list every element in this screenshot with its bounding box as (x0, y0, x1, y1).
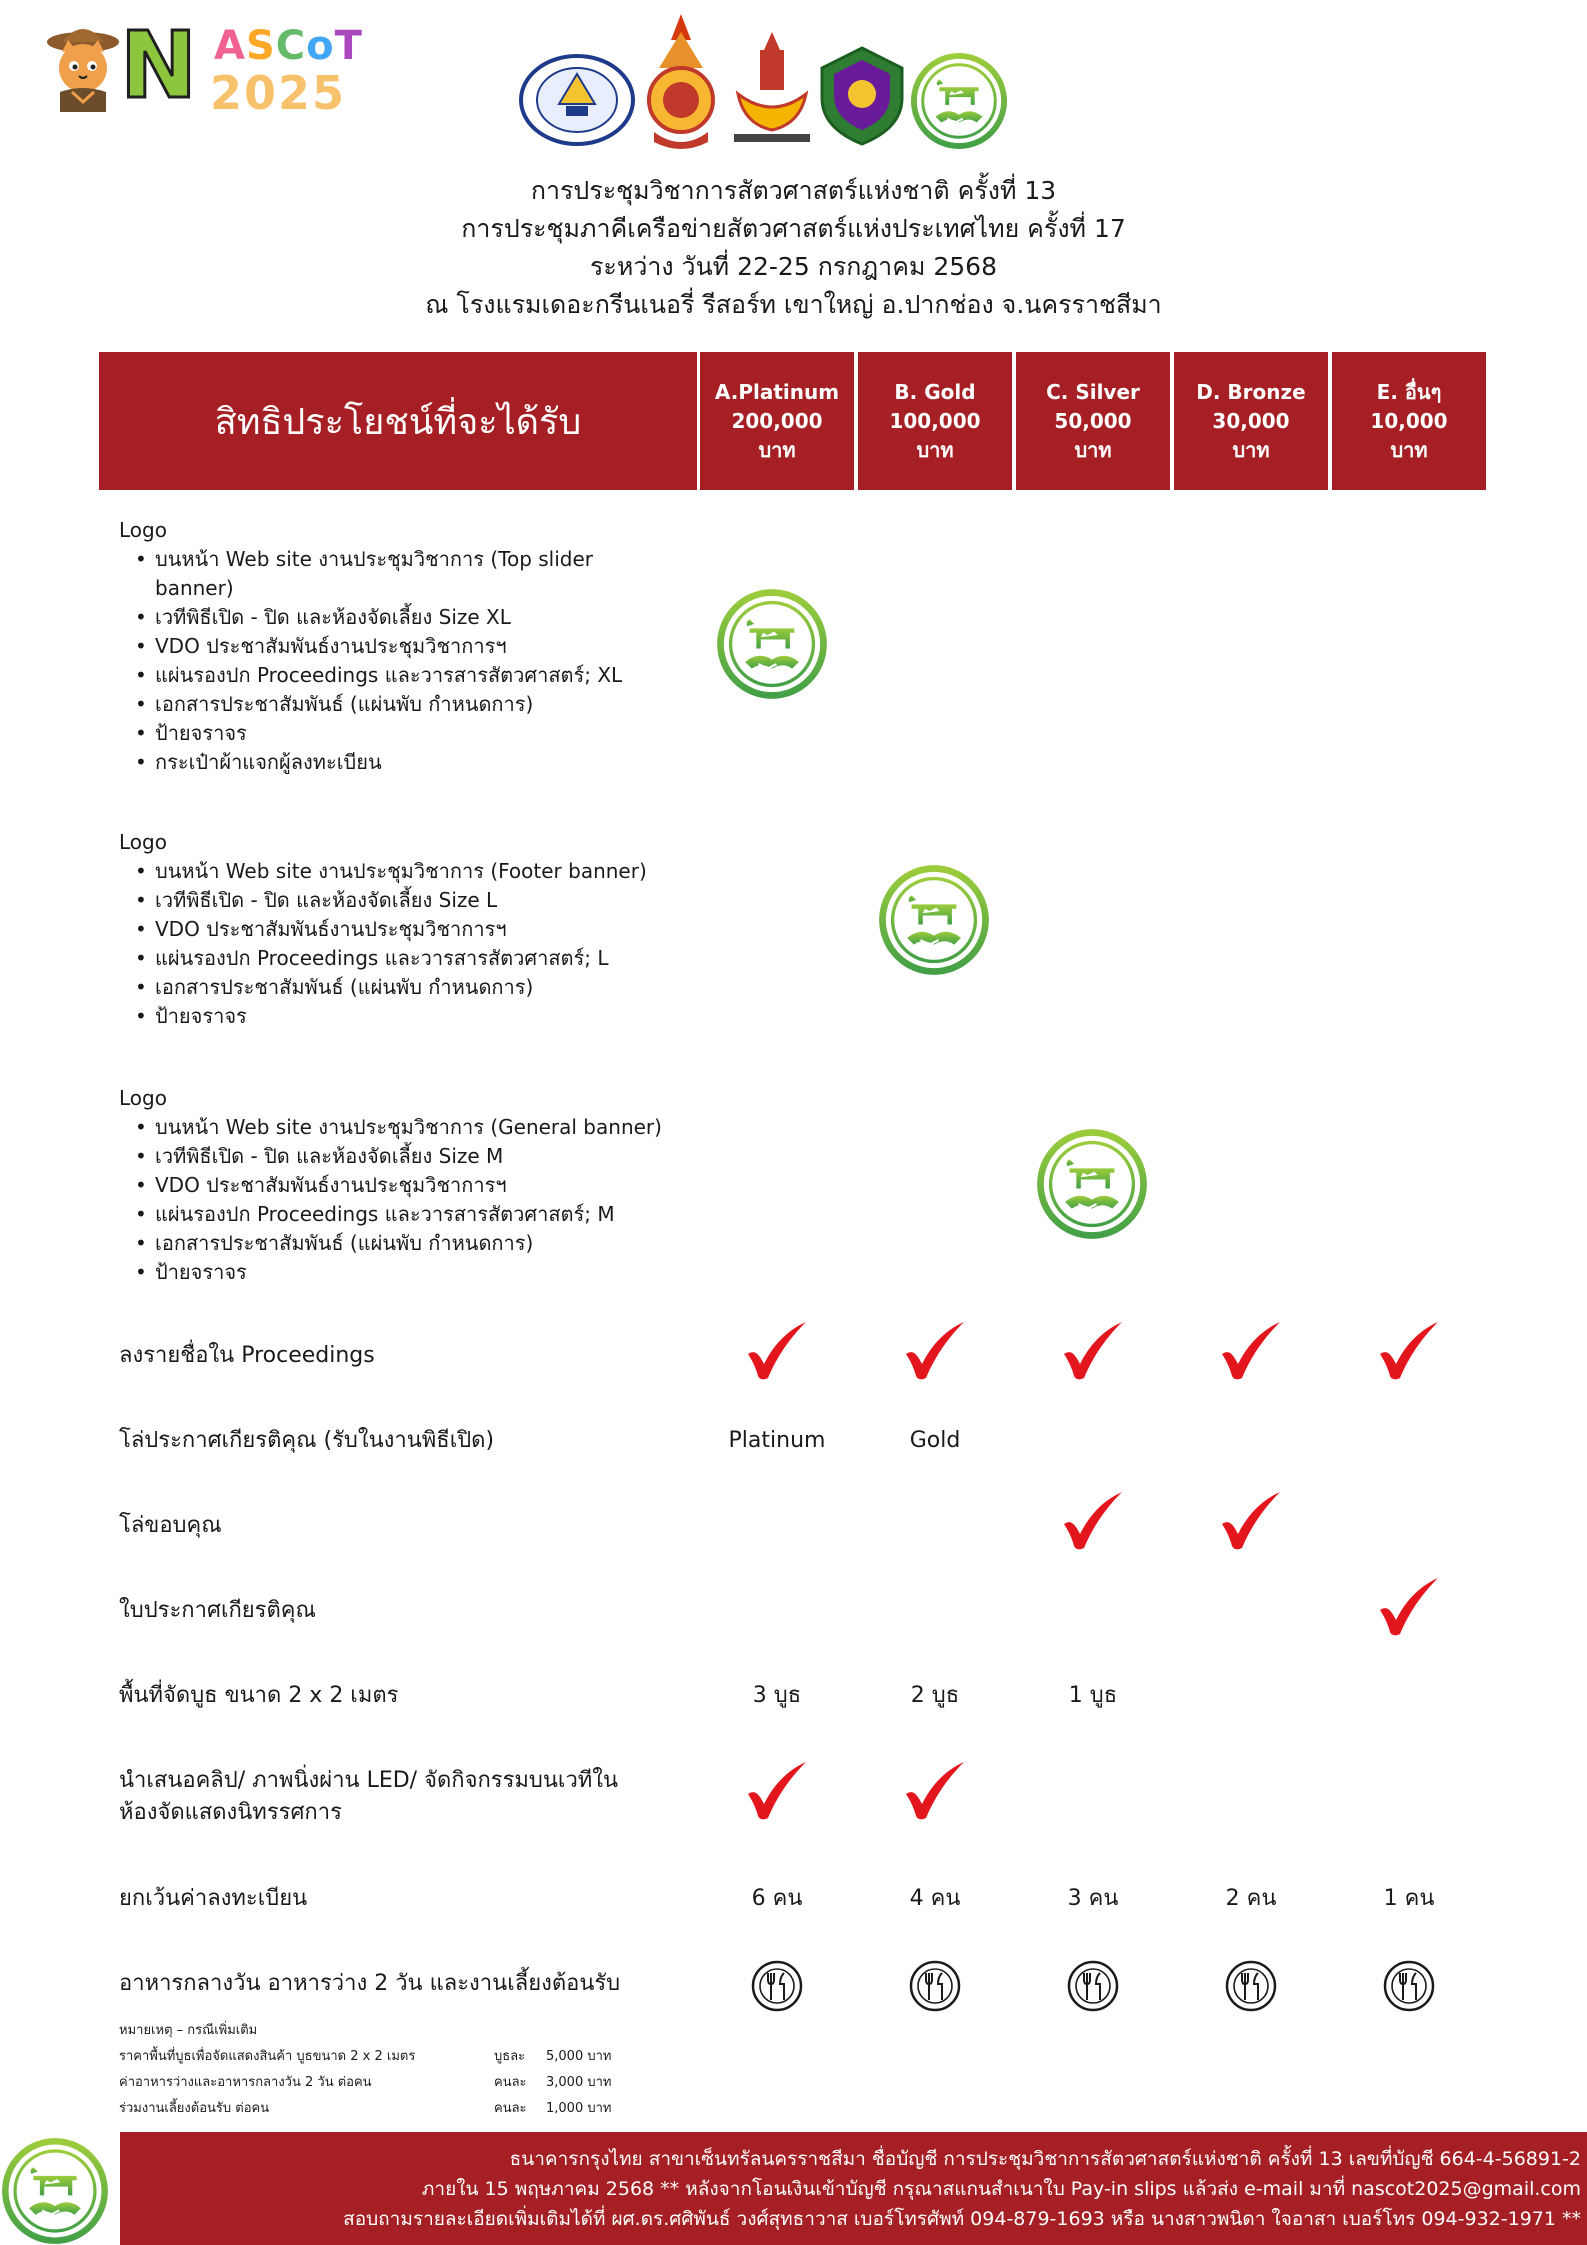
plate-cutlery-icon (1067, 1960, 1119, 2012)
row-label-meals: อาหารกลางวัน อาหารว่าง 2 วัน และงานเลี้ยงต้อนรับ (119, 1971, 621, 1996)
nascot-emblem-icon (1036, 1128, 1148, 1240)
brand-year: 2025 (210, 66, 347, 120)
logo-benefits-gold (119, 828, 647, 1031)
check-icon (902, 1760, 968, 1822)
title-line-4: ณ โรงแรมเดอะกรีนเนอรี่ รีสอร์ท เขาใหญ่ อ.ปากช่อง จ.นครราชสีมา (425, 290, 1162, 319)
nascot-emblem-icon (878, 864, 990, 976)
check-icon (1060, 1490, 1126, 1552)
plate-cutlery-icon (751, 1960, 803, 2012)
check-icon (744, 1320, 810, 1382)
row-label-booth-space: พื้นที่จัดบูธ ขนาด 2 x 2 เมตร (119, 1683, 399, 1708)
check-icon (1376, 1320, 1442, 1382)
list-item: • VDO ประชาสัมพันธ์งานประชุมวิชาการฯ (155, 1171, 662, 1200)
cell-plaque-gold: Gold (909, 1428, 961, 1453)
list-item: • VDO ประชาสัมพันธ์งานประชุมวิชาการฯ (155, 632, 622, 661)
check-icon (1218, 1490, 1284, 1552)
list-item: • เวทีพิธีเปิด - ปิด และห้องจัดเลี้ยง Size M (155, 1142, 662, 1171)
list-item: • เวทีพิธีเปิด - ปิด และห้องจัดเลี้ยง Size L (155, 886, 647, 915)
row-label-led-presentation: นำเสนอคลิป/ ภาพนิ่งผ่าน LED/ จัดกิจกรรมบนเวทีใน ห้องจัดแสดงนิทรรศการ (119, 1768, 619, 1825)
section-title: Logo (119, 1086, 167, 1110)
brand-ascot: ASCoT (214, 23, 363, 69)
row-label-thank-you-plaque: โล่ขอบคุณ (119, 1513, 222, 1538)
tier-header-gold: B. Gold 100,000 บาท (858, 352, 1012, 490)
partner-logos (512, 10, 1012, 150)
university-seal-3-icon (818, 46, 906, 146)
cell-waiver-bronze: 2 คน (1225, 1886, 1277, 1911)
row-label-certificate: ใบประกาศเกียรติคุณ (119, 1598, 316, 1623)
title-line-2: การประชุมภาคีเครือข่ายสัตวศาสตร์แห่งประเทศไทย ครั้งที่ 17 (461, 214, 1126, 243)
rmut-seal-icon (640, 12, 722, 150)
cell-booth-platinum: 3 บูธ (752, 1683, 802, 1708)
tier-header-silver: C. Silver 50,000 บาท (1016, 352, 1170, 490)
section-title: Logo (119, 518, 167, 542)
plate-cutlery-icon (1383, 1960, 1435, 2012)
tier-header-bronze: D. Bronze 30,000 บาท (1174, 352, 1328, 490)
list-item: • เอกสารประชาสัมพันธ์ (แผ่นพับ กำหนดการ) (155, 973, 647, 1002)
footer-bank-line: ธนาคารกรุงไทย สาขาเซ็นทรัลนครราชสีมา ชื่อบัญชี การประชุมวิชาการสัตวศาสตร์แห่งชาติ ครั้งที่ 13 เลขที่บัญชี 664-4-56891-2 (509, 2148, 1581, 2170)
note-line: ร่วมงานเลี้ยงต้อนรับ ต่อคน คนละ 1,000 บาท (119, 2101, 612, 2116)
list-item: • ป้ายจราจร (155, 1258, 662, 1287)
university-seal-1-icon (518, 52, 636, 148)
row-label-proceedings: ลงรายชื่อใน Proceedings (119, 1343, 375, 1368)
footer-contact-line: สอบถามรายละเอียดเพิ่มเติมได้ที่ ผศ.ดร.ศศิพันธ์ วงศ์สุทธาวาส เบอร์โทรศัพท์ 094-879-1693 หรือ นางสาวพนิดา ใจอาสา เบอร์โทร 094-932-1971 ** (343, 2208, 1581, 2230)
list-item: • เอกสารประชาสัมพันธ์ (แผ่นพับ กำหนดการ) (155, 1229, 662, 1258)
check-icon (744, 1760, 810, 1822)
cell-waiver-gold: 4 คน (909, 1886, 961, 1911)
list-item: • VDO ประชาสัมพันธ์งานประชุมวิชาการฯ (155, 915, 647, 944)
nascot-emblem-icon (0, 2137, 110, 2245)
nascot-brand-logo (42, 12, 382, 120)
additional-fees-note (119, 2018, 611, 2122)
note-heading: หมายเหตุ – กรณีเพิ่มเติม (119, 2023, 258, 2038)
mascot-cat-icon (42, 22, 124, 114)
list-item: • บนหน้า Web site งานประชุมวิชาการ (General banner) (155, 1113, 662, 1142)
row-label-registration-waiver: ยกเว้นค่าลงทะเบียน (119, 1886, 308, 1911)
check-icon (1060, 1320, 1126, 1382)
plate-cutlery-icon (1225, 1960, 1277, 2012)
list-item: • เวทีพิธีเปิด - ปิด และห้องจัดเลี้ยง Size XL (155, 603, 622, 632)
tier-header-platinum: A.Platinum 200,000 บาท (700, 352, 854, 490)
cell-plaque-platinum: Platinum (728, 1428, 826, 1453)
section-title: Logo (119, 830, 167, 854)
cell-booth-gold: 2 บูธ (910, 1683, 960, 1708)
list-item: • แผ่นรองปก Proceedings และวารสารสัตวศาสตร์; XL (155, 661, 622, 690)
event-titles (0, 172, 1587, 324)
brand-letter-n: N (120, 12, 197, 119)
list-item: • เอกสารประชาสัมพันธ์ (แผ่นพับ กำหนดการ) (155, 690, 622, 719)
list-item: • แผ่นรองปก Proceedings และวารสารสัตวศาสตร์; M (155, 1200, 662, 1229)
list-item: • กระเป๋าผ้าแจกผู้ลงทะเบียน (155, 748, 622, 777)
list-item: • บนหน้า Web site งานประชุมวิชาการ (Top slider banner) (155, 545, 622, 603)
note-line: ราคาพื้นที่บูธเพื่อจัดแสดงสินค้า บูธขนาด 2 x 2 เมตร บูธละ 5,000 บาท (119, 2049, 612, 2064)
tier-header-other: E. อื่นๆ 10,000 บาท (1332, 352, 1486, 490)
cell-booth-silver: 1 บูธ (1068, 1683, 1118, 1708)
title-line-1: การประชุมวิชาการสัตวศาสตร์แห่งชาติ ครั้งที่ 13 (530, 176, 1057, 205)
check-icon (1218, 1320, 1284, 1382)
row-label-honor-plaque: โล่ประกาศเกียรติคุณ (รับในงานพิธีเปิด) (119, 1428, 495, 1453)
plate-cutlery-icon (909, 1960, 961, 2012)
payment-info-footer (120, 2132, 1587, 2245)
footer-deadline-line: ภายใน 15 พฤษภาคม 2568 ** หลังจากโอนเงินเข้าบัญชี กรุณาสแกนสำเนาใบ Pay-in slips แล้วส่ง e-mail มาที่ nascot2025@gmail.com (421, 2178, 1581, 2200)
logo-benefits-silver (119, 1084, 662, 1287)
nascot-emblem-icon (716, 588, 828, 700)
cell-waiver-other: 1 คน (1383, 1886, 1435, 1911)
university-seal-2-icon (730, 28, 814, 146)
nascot-emblem-icon (910, 52, 1008, 150)
cell-waiver-platinum: 6 คน (751, 1886, 803, 1911)
list-item: • ป้ายจราจร (155, 719, 622, 748)
list-item: • ป้ายจราจร (155, 1002, 647, 1031)
cell-waiver-silver: 3 คน (1067, 1886, 1119, 1911)
benefits-header-cell: สิทธิประโยชน์ที่จะได้รับ (99, 352, 697, 490)
logo-benefits-platinum (119, 516, 622, 777)
list-item: • บนหน้า Web site งานประชุมวิชาการ (Footer banner) (155, 857, 647, 886)
check-icon (902, 1320, 968, 1382)
check-icon (1376, 1576, 1442, 1638)
note-line: ค่าอาหารว่างและอาหารกลางวัน 2 วัน ต่อคน คนละ 3,000 บาท (119, 2075, 612, 2090)
title-line-3: ระหว่าง วันที่ 22-25 กรกฎาคม 2568 (589, 252, 997, 281)
list-item: • แผ่นรองปก Proceedings และวารสารสัตวศาสตร์; L (155, 944, 647, 973)
